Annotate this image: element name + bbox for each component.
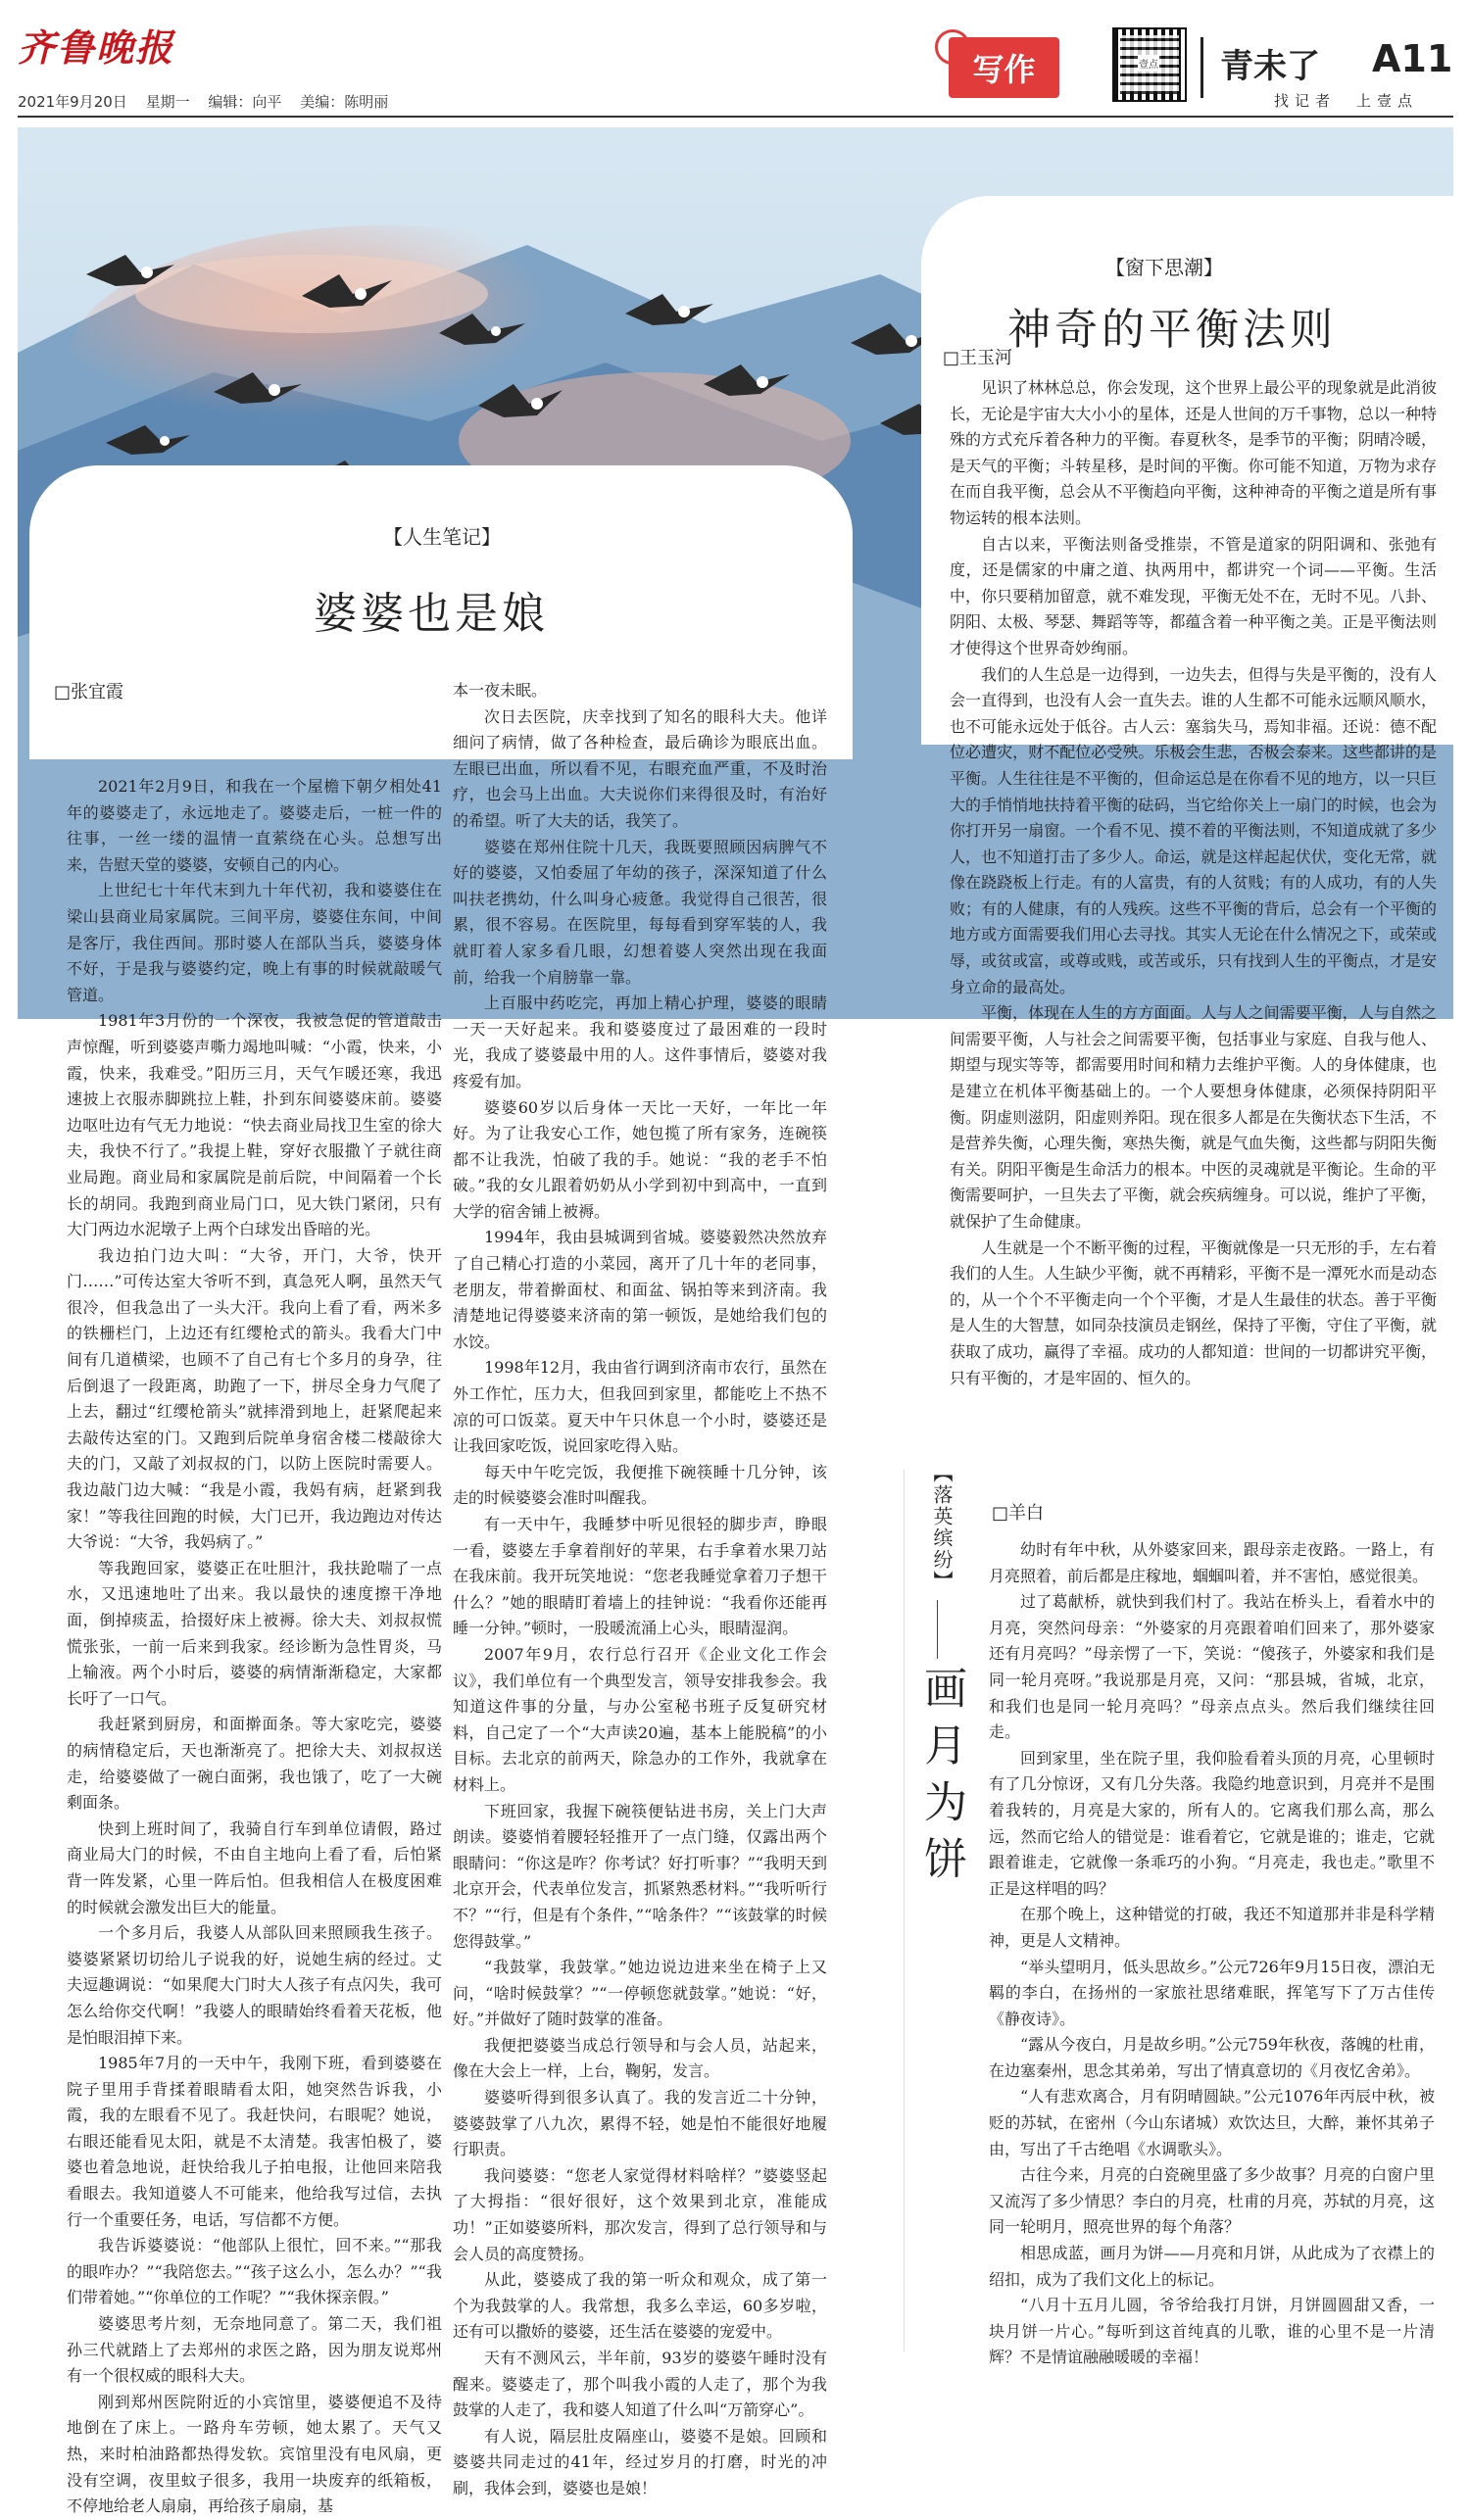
left-paragraph: 1985年7月的一天中午，我刚下班，看到婆婆在院子里用手背揉着眼睛看太阳，她突然告诉我，小霞，我的左眼看不见了。我赶快问，右眼呢？她说，右眼还能看见太阳，就是不太清楚。我害怕极了，婆婆也着急地说，赶快给我儿子拍电报，让他回来陪我看眼去。我知道婆人不可能来，他给我写过信，去执行一个重要任务，电话，写信都不方便。 [67, 2054, 442, 2229]
column-label-rule [937, 1600, 938, 1659]
left-paragraph: 婆婆60岁以后身体一天比一天好，一年比一年好。为了让我安心工作，她包揽了所有家务，连碗筷都不让我洗，怕破了我的手。她说：“我的老手不怕破。”我的女儿跟着奶奶从小学到初中到高中，一直到大学的宿舍铺上被褥。 [453, 1097, 827, 1221]
right-paragraph: 平衡，体现在人生的方方面面。人与人之间需要平衡，人与自然之间需要平衡，人与社会之间需要平衡，包括事业与家庭、自我与他人、期望与现实等等，都需要用时间和精力去维护平衡。人的身体健康，也是建立在机体平衡基础上的。一个人要想身体健康，必须保持阴阳平衡。阴虚则滋阴，阳虚则养阳。现在很多人都是在失衡状态下生活，不是营养失衡，心理失衡，寒热失衡，就是气血失衡，这些都与阴阳失衡有关。阴阳平衡是生命活力的根本。中医的灵魂就是平衡论。生命的平衡需要呵护，一旦失去了平衡，就会疾病缠身。可以说，维护了平衡，就保护了生命健康。 [950, 1003, 1437, 1231]
bottom-paragraph: 古往今来，月亮的白瓷碗里盛了多少故事？月亮的白窗户里又流泻了多少情思？李白的月亮，杜甫的月亮，苏轼的月亮，这同一轮明月，照亮世界的每个角落？ [989, 2165, 1435, 2237]
left-paragraph: 等我跑回家，婆婆正在吐胆汁，我扶跄喘了一点水，又迅速地吐了出来。我以最快的速度擦干净地面，倒掉痰盂，拾掇好床上被褥。徐大夫、刘叔叔慌慌张张，一前一后来到我家。经诊断为急性胃炎，马上输液。两个小时后，婆婆的病情渐渐稳定，大家都长吁了一口气。 [67, 1558, 442, 1708]
left-paragraph: 1981年3月份的一个深夜，我被急促的管道敲击声惊醒，听到婆婆声嘶力竭地叫喊：“小霞，快来，小霞，快来，我难受。”阳历三月，天气乍暖还寒，我迅速披上衣服赤脚跳拉上鞋，扑到东间婆婆床前。婆婆边呕吐边有气无力地说：“快去商业局找卫生室的徐大夫，我快不行了。”我提上鞋，穿好衣服撒丫子就往商业局跑。商业局和家属院是前后院，中间隔着一个长长的胡同。我跑到商业局门口，见大铁门紧闭，只有大门两边水泥墩子上两个白球发出昏暗的光。 [67, 1011, 442, 1239]
bottom-paragraph: 相思成蓝，画月为饼——月亮和月饼，从此成为了衣襟上的绍扣，成为了我们文化上的标记。 [989, 2244, 1435, 2289]
left-paragraph: 我便把婆婆当成总行领导和与会人员，站起来，像在大会上一样，上台，鞠躬，发言。 [453, 2035, 827, 2081]
right-article-kicker: 【窗下思潮】 [1105, 256, 1223, 279]
bottom-paragraph: 幼时有年中秋，从外婆家回来，跟母亲走夜路。一路上，有月亮照着，前后都是庄稼地，蝈蝈叫着，并不害怕，感觉很美。 [989, 1540, 1435, 1585]
page-name: 青未了 [1220, 47, 1320, 86]
left-paragraph: 本一夜未眠。 [453, 681, 548, 700]
left-paragraph: 我赶紧到厨房，和面擀面条。等大家吃完，婆婆的病情稳定后，天也渐渐亮了。把徐大夫、刘叔叔送走，给婆婆做了一碗白面粥，我也饿了，吃了一大碗剩面条。 [67, 1715, 442, 1813]
bottom-paragraph: “八月十五月儿圆，爷爷给我打月饼，月饼圆圆甜又香，一块月饼一片心。”每听到这首纯真的儿歌，谁的心里不是一片清辉？不是情谊融融暖暖的幸福！ [989, 2296, 1435, 2367]
left-paragraph: 次日去医院，庆幸找到了知名的眼科大夫。他详细问了病情，做了各种检查，最后确诊为眼底出血。左眼已出血，所以看不见，右眼充血严重，不及时治疗，也会马上出血。大夫说你们来得很及时，有治好的希望。听了大夫的话，我笑了。 [453, 706, 827, 830]
right-paragraph: 我们的人生总是一边得到，一边失去，但得与失是平衡的，没有人会一直得到，也没有人会一直失去。谁的人生都不可能永远顺风顺水，也不可能永远处于低谷。古人云：塞翁失马，焉知非福。还说：德不配位必遭灾，财不配位必受殃。乐极会生悲，否极会泰来。这些都讲的是平衡。人生往往是不平衡的，但命运总是在你看不见的地方，以一只巨大的手悄悄地扶持着平衡的砝码，当它给你关上一扇门的时候，也会为你打开另一扇窗。一个看不见、摸不着的平衡法则，不知道成就了多少人，也不知道打击了多少人。命运，就是这样起起伏伏，变化无常，就像在跷跷板上行走。有的人富贵，有的人贫贱；有的人成功，有的人失败；有的人健康，有的人残疾。这些不平衡的背后，总会有一个平衡的地方或方面需要我们用心去寻找。其实人无论在什么情况之下，或荣或辱，或贫或富，或尊或贱，或苦或乐，只有找到人生的平衡点，才是安身立命的最高处。 [950, 664, 1437, 996]
qr-caption: 壹点 [1138, 55, 1159, 72]
left-paragraph: 一个多月后，我婆人从部队回来照顾我生孩子。婆婆紧紧切切给儿子说我的好，说她生病的经过。丈夫逗趣调说：“如果爬大门时大人孩子有点闪失，我可怎么给你交代啊！”我婆人的眼睛始终看着天花板，他是怕眼泪掉下来。 [67, 1923, 442, 2047]
bottom-paragraph: 在那个晚上，这种错觉的打破，我还不知道那并非是科学精神，更是人文精神。 [989, 1905, 1435, 1950]
bottom-paragraph: 回到家里，坐在院子里，我仰脸看着头顶的月亮，心里顿时有了几分惊讶，又有几分失落。我隐约地意识到，月亮并不是围着我转的，月亮是大家的，所有人的。它离我们那么高，那么远，然而它给人的错觉是：谁看着它，它就是谁的；谁走，它就跟着谁走，它就像一条乖巧的小狗。“月亮走，我也走。”歌里不正是这样唱的吗？ [989, 1748, 1435, 1898]
left-paragraph: 快到上班时间了，我骑自行车到单位请假，路过商业局大门的时候，不由自主地向上看了看，后怕紧背一阵发紧，心里一阵后怕。但我相信人在极度困难的时候就会激发出巨大的能量。 [67, 1818, 442, 1916]
section-badge: 写作 [949, 37, 1059, 98]
bottom-paragraph: “举头望明月，低头思故乡。”公元726年9月15日夜，漂泊无羁的李白，在扬州的一家旅社思绪难眠，挥笔写下了万古佳传《静夜诗》。 [989, 1957, 1435, 2028]
left-paragraph: 每天中午吃完饭，我便推下碗筷睡十几分钟，该走的时候婆婆会准时叫醒我。 [453, 1462, 827, 1508]
left-paragraph: 我边拍门边大叫：“大爷，开门，大爷，快开门……”可传达室大爷听不到，真急死人啊，虽然天气很冷，但我急出了一头大汗。我向上看了看，两米多的铁栅栏门，上边还有红缨枪式的箭头。我看大门中间有几道横梁，也顾不了自己有七个多月的身孕，往后倒退了一段距离，助跑了一下，拼尽全身力气爬了上去，翻过“红缨枪箭头”就摔滑到地上，赶紧爬起来去敲传达室的门。又跑到后院单身宿舍楼二楼敲徐大夫的门，又敲了刘叔叔的门，以防上医院时需要人。我边敲门边大喊：“我是小霞，我妈有病，赶紧到我家！”等我往回跑的时候，大门已开，我边跑边对传达大爷说：“大爷，我妈病了。” [67, 1245, 442, 1552]
right-paragraph: 见识了林林总总，你会发现，这个世界上最公平的现象就是此消彼长，无论是宇宙大大小小的星体，还是人世间的万千事物，总以一种特殊的方式充斥着各种力的平衡。春夏秋冬，是季节的平衡；阴晴冷暖，是天气的平衡；斗转星移，是时间的平衡。你可能不知道，万物为求存在而自我平衡，总会从不平衡趋向平衡，这种神奇的平衡之道是所有事物运转的根本法则。 [950, 378, 1437, 527]
left-article-byline: □张宜霞 [54, 682, 124, 703]
left-paragraph: 2007年9月，农行总行召开《企业文化工作会议》，我们单位有一个典型发言，领导安排我参会。我知道这件事的分量，与办公室秘书班子反复研究材料，自己定了一个“大声读20遍，基本上能脱稿”的小目标。去北京的前两天，除急办的工作外，我就拿在材料上。 [453, 1644, 827, 1794]
left-paragraph: 有人说，隔层肚皮隔座山，婆婆不是娘。回顾和婆婆共同走过的41年，经过岁月的打磨，时光的冲刷，我体会到，婆婆也是娘！ [453, 2426, 827, 2497]
right-article-title: 神奇的平衡法则 [1007, 305, 1337, 355]
left-paragraph: 上世纪七十年代末到九十年代初，我和婆婆住在梁山县商业局家属院。三间平房，婆婆住东间，中间是客厅，我住西间。那时婆人在部队当兵，婆婆身体不好，于是我与婆婆约定，晚上有事的时候就敲暖气管道。 [67, 881, 442, 1004]
left-paragraph: 我问婆婆：“您老人家觉得材料啥样？”婆婆竖起了大拇指：“很好很好，这个效果到北京，准能成功！”正如婆婆所料，那次发言，得到了总行领导和与会人员的高度赞扬。 [453, 2165, 827, 2263]
bottom-article-column-label: 【落英缤纷】 [930, 1463, 954, 1592]
right-article-body [950, 375, 1437, 1463]
issue-date: 2021年9月20日 [18, 93, 127, 111]
left-paragraph: 有一天中午，我睡梦中听见很轻的脚步声，睁眼一看，婆婆左手拿着削好的苹果，右手拿着水果刀站在我床前。我开玩笑地说：“您老我睡觉拿着刀子想干什么？”她的眼睛盯着墙上的挂钟说：“我看你还能再睡一分钟。”顿时，一股暖流涌上心头，眼睛湿润。 [453, 1515, 827, 1638]
right-paragraph: 自古以来，平衡法则备受推崇，不管是道家的阴阳调和、张弛有度，还是儒家的中庸之道、执两用中，都讲究一个词——平衡。生活中，你只要稍加留意，就不难发现，平衡无处不在，无时不见。八卦、阴阳、太极、琴瑟、舞蹈等等，都蕴含着一种平衡之美。正是平衡法则才使得这个世界奇妙绚丽。 [950, 534, 1437, 657]
designer-credit: 美编：陈明丽 [300, 93, 389, 111]
left-paragraph: 婆婆在郑州住院十几天，我既要照顾因病脾气不好的婆婆，又怕委屈了年幼的孩子，深深知道了什么叫扶老携幼，什么叫身心疲惫。我觉得自己很苦，很累，很不容易。在医院里，每每看到穿军装的人，我就盯着人家多看几眼，幻想着婆人突然出现在我面前，给我一个肩膀靠一靠。 [453, 837, 827, 987]
bottom-article-body [989, 1537, 1435, 2367]
header-divider [1200, 37, 1203, 98]
bottom-article-title: 画月为饼 [916, 1666, 966, 1893]
dateline [18, 91, 402, 112]
page-number: A11 [1372, 37, 1453, 80]
left-paragraph: 婆婆思考片刻，无奈地同意了。第二天，我们祖孙三代就踏上了去郑州的求医之路，因为朋友说郑州有一个很权威的眼科大夫。 [67, 2314, 442, 2386]
bottom-paragraph: 过了葛献桥，就快到我们村了。我站在桥头上，看着水中的月亮，突然问母亲：“外婆家的月亮跟着咱们回来了，那外婆家还有月亮吗？”母亲愣了一下，笑说：“傻孩子，外婆家和我们是同一轮月亮呀。”我说那是月亮，又问：“那县城，省城，北京，和我们也是同一轮月亮吗？”母亲点点头。然后我们继续往回走。 [989, 1592, 1435, 1742]
issue-weekday: 星期一 [145, 93, 190, 111]
page-slogan: 找记者 上壹点 [1274, 92, 1419, 110]
left-paragraph: “我鼓掌，我鼓掌。”她边说边进来坐在椅子上又问，“啥时候鼓掌？”“一停顿您就鼓掌。”她说：“好，好。”并做好了随时鼓掌的准备。 [453, 1958, 827, 2029]
header-rule [18, 116, 1453, 118]
qr-code-icon[interactable] [1112, 27, 1187, 102]
left-paragraph: 从此，婆婆成了我的第一听众和观众，成了第一个为我鼓掌的人。我常想，我多么幸运，60多岁啦，还有可以撒娇的婆婆，还生活在婆婆的宠爱中。 [453, 2270, 827, 2342]
bottom-paragraph: “人有悲欢离合，月有阴晴圆缺。”公元1076年丙辰中秋，被贬的苏轼，在密州（今山东诸城）欢饮达旦，大醉，兼怀其弟子由，写出了千古绝唱《水调歌头》。 [989, 2087, 1435, 2158]
right-paragraph: 人生就是一个不断平衡的过程，平衡就像是一只无形的手，左右着我们的人生。人生缺少平衡，就不再精彩，平衡不是一潭死水而是动态的，从一个个不平衡走向一个个平衡，才是人生最佳的状态。善于平衡是人生的大智慧，如同杂技演员走钢丝，保持了平衡，守住了平衡，就获取了成功，赢得了幸福。成功的人都知道：世间的一切都讲究平衡，只有平衡的，才是牢固的、恒久的。 [950, 1237, 1437, 1387]
right-article-byline: □王玉河 [943, 348, 1013, 368]
bottom-paragraph: “露从今夜白，月是故乡明。”公元759年秋夜，落魄的杜甫，在边塞秦州，思念其弟弟，写出了情真意切的《月夜忆舍弟》。 [989, 2035, 1435, 2080]
left-paragraph: 我告诉婆婆说：“他部队上很忙，回不来。”“那我的眼咋办？”“我陪您去。”“孩子这么小，怎么办？”“我们带着她。”“你单位的工作呢？”“我休探亲假。” [67, 2236, 442, 2307]
left-paragraph: 1994年，我由县城调到省城。婆婆毅然决然放弃了自己精心打造的小菜园，离开了几十年的老同事，老朋友，带着擀面杖、和面盆、锅拍等来到济南。我清楚地记得婆婆来济南的第一顿饭，是她给我们包的水饺。 [453, 1228, 827, 1351]
newspaper-masthead: 齐鲁晚报 [18, 25, 175, 70]
left-paragraph: 刚到郑州医院附近的小宾馆里，婆婆便追不及待地倒在了床上。一路舟车劳顿，她太累了。天气又热，来时柏油路都热得发软。宾馆里没有电风扇，更没有空调，夜里蚊子很多，我用一块废弃的纸箱板，不停地给老人扇扇，再给孩子扇扇，基 [67, 2392, 442, 2516]
left-paragraph: 1998年12月，我由省行调到济南市农行，虽然在外工作忙，压力大，但我回到家里，都能吃上不热不凉的可口饭菜。夏天中午只休息一个小时，婆婆还是让我回家吃饭，说回家吃得入贴。 [453, 1358, 827, 1456]
editor-credit: 编辑：向平 [208, 93, 282, 111]
left-article-kicker: 【人生笔记】 [383, 525, 501, 549]
column-separator [904, 1470, 905, 2351]
left-article-title: 婆婆也是娘 [314, 589, 549, 639]
left-article-column-1 [67, 774, 442, 2516]
left-paragraph: 下班回家，我握下碗筷便钻进书房，关上门大声朗读。婆婆悄着腰轻轻推开了一点门缝，仅露出两个眼睛问：“你这是咋？你考试？好打听事？”“我明天到北京开会，代表单位发言，抓紧熟悉材料。”“我听听行不？”“行，但是有个条件，”“啥条件？”“该鼓掌的时候您得鼓掌。” [453, 1801, 827, 1951]
left-paragraph: 天有不测风云，半年前，93岁的婆婆午睡时没有醒来。婆婆走了，那个叫我小霞的人走了，那个为我鼓掌的人走了，我和婆人知道了什么叫“万箭穿心”。 [453, 2349, 827, 2420]
left-article-column-2 [453, 678, 827, 2497]
left-paragraph: 婆婆听得到很多认真了。我的发言近二十分钟，婆婆鼓掌了八九次，累得不轻，她是怕不能很好地履行职责。 [453, 2088, 827, 2159]
left-paragraph: 上百服中药吃完，再加上精心护理，婆婆的眼睛一天一天好起来。我和婆婆度过了最困难的一段时光，我成了婆婆最中用的人。这件事情后，婆婆对我疼爱有加。 [453, 993, 827, 1090]
left-paragraph: 2021年2月9日，和我在一个屋檐下朝夕相处41年的婆婆走了，永远地走了。婆婆走后，一桩一件的往事，一丝一缕的温情一直萦绕在心头。总想写出来，告慰天堂的婆婆，安顿自己的内心。 [67, 777, 442, 874]
bottom-article-byline: □羊白 [992, 1503, 1045, 1524]
